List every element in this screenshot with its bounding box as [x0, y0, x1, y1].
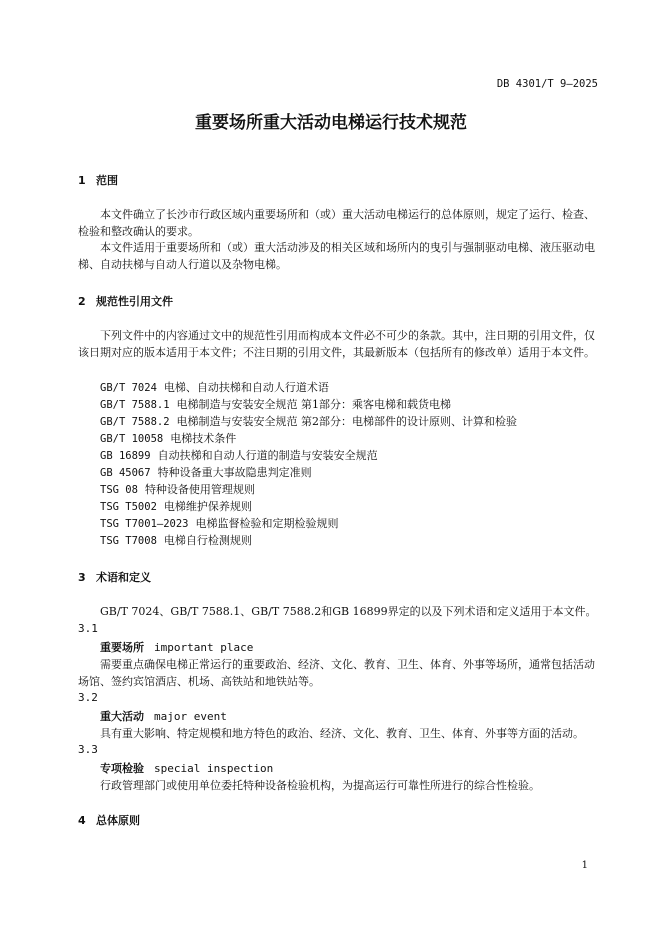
reference-item [100, 464, 312, 480]
reference-item [100, 498, 252, 514]
scope-paragraph-2: 本文件适用于重要场所和（或）重大活动涉及的相关区域和场所内的曳引与强制驱动电梯、液压驱动电梯、自动扶梯与自动人行道以及杂物电梯。 [78, 241, 595, 271]
reference-code: GB/T 7588.1 [100, 399, 170, 411]
term-definition: 行政管理部门或使用单位委托特种设备检验机构，为提高运行可靠性所进行的综合性检验。 [100, 779, 540, 792]
document-title: 重要场所重大活动电梯运行技术规范 [195, 113, 467, 133]
reference-code: TSG T5002 [100, 501, 157, 513]
section-title: 规范性引用文件 [96, 295, 173, 308]
standard-code: DB 4301/T 9—2025 [496, 78, 598, 90]
reference-code: GB/T 7588.2 [100, 416, 170, 428]
reference-title: 电梯制造与安装安全规范 第2部分：电梯部件的设计原则、计算和检验 [176, 415, 518, 428]
term-zh: 重大活动 [100, 710, 144, 723]
reference-item [100, 532, 252, 548]
reference-code: GB 45067 [100, 467, 151, 479]
reference-title: 电梯维护保养规则 [163, 500, 252, 513]
section-3-heading [78, 569, 151, 585]
section-number: 2 [78, 295, 86, 308]
section-title: 范围 [96, 174, 118, 187]
section-4-heading [78, 812, 140, 828]
section-number: 3 [78, 571, 86, 584]
reference-item [100, 396, 451, 412]
reference-item [100, 481, 255, 497]
term-definition: 具有重大影响、特定规模和地方特色的政治、经济、文化、教育、卫生、体育、外事等方面的活动。 [100, 727, 584, 740]
reference-code: TSG 08 [100, 484, 138, 496]
reference-code: TSG T7008 [100, 535, 157, 547]
term-heading [100, 708, 227, 724]
term-heading [100, 760, 273, 776]
reference-code: TSG T7001—2023 [100, 518, 189, 530]
reference-title: 电梯制造与安装安全规范 第1部分：乘客电梯和载货电梯 [176, 398, 452, 411]
section-number: 4 [78, 814, 86, 827]
reference-title: 自动扶梯和自动人行道的制造与安装安全规范 [157, 449, 378, 462]
reference-code: GB/T 10058 [100, 433, 164, 445]
term-en: major event [154, 710, 227, 723]
section-2-heading [78, 293, 173, 309]
reference-title: 电梯监督检验和定期检验规则 [195, 517, 339, 530]
reference-item [100, 515, 339, 531]
page-number: 1 [581, 860, 588, 871]
reference-item [100, 413, 517, 429]
reference-code: GB 16899 [100, 450, 151, 462]
term-definition: 需要重点确保电梯正常运行的重要政治、经济、文化、教育、卫生、体育、外事等场所，通常包括活动场馆、签约宾馆酒店、机场、高铁站和地铁站等。 [78, 658, 595, 688]
reference-item [100, 447, 378, 463]
reference-title: 特种设备重大事故隐患判定准则 [157, 466, 312, 479]
term-number: 3.1 [78, 622, 98, 635]
references-intro: 下列文件中的内容通过文中的规范性引用而构成本文件必不可少的条款。其中，注日期的引用文件，仅该日期对应的版本适用于本文件；不注日期的引用文件，其最新版本（包括所有的修改单）适用于本文件。 [78, 329, 595, 359]
term-zh: 重要场所 [100, 641, 144, 654]
reference-code: GB/T 7024 [100, 382, 157, 394]
reference-item [100, 430, 236, 446]
reference-title: 特种设备使用管理规则 [144, 483, 255, 496]
term-heading [100, 639, 253, 655]
terms-intro: GB/T 7024、GB/T 7588.1、GB/T 7588.2和GB 16899界定的以及下列术语和定义适用于本文件。 [100, 605, 597, 618]
reference-item [100, 379, 329, 395]
term-en: important place [154, 641, 254, 654]
reference-title: 电梯技术条件 [170, 432, 237, 445]
section-1-heading [78, 172, 118, 188]
section-title: 总体原则 [96, 814, 140, 827]
term-number: 3.2 [78, 691, 98, 704]
reference-title: 电梯自行检测规则 [163, 534, 252, 547]
scope-paragraph-1: 本文件确立了长沙市行政区域内重要场所和（或）重大活动电梯运行的总体原则，规定了运行、检查、检验和整改确认的要求。 [78, 208, 595, 238]
term-number: 3.3 [78, 743, 98, 756]
section-title: 术语和定义 [96, 571, 151, 584]
reference-title: 电梯、自动扶梯和自动人行道术语 [163, 381, 329, 394]
term-en: special inspection [154, 762, 274, 775]
term-zh: 专项检验 [100, 762, 144, 775]
section-number: 1 [78, 174, 86, 187]
